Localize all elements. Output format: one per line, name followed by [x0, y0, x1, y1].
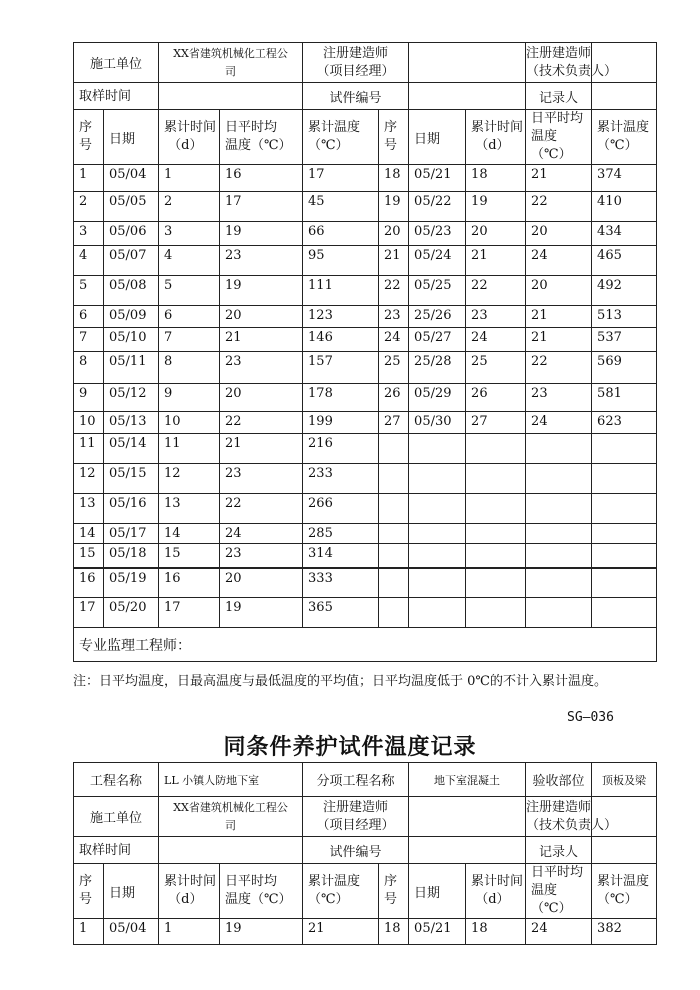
document-number: SG—036 [567, 710, 614, 725]
page-title: 同条件养护试件温度记录 [223, 734, 477, 760]
header-cum-temp: 累计温度 （℃） [592, 110, 657, 165]
cell-avg-temp: 21 [526, 165, 592, 192]
cell-date [409, 494, 466, 524]
cell-date [409, 464, 466, 494]
cell-date: 05/04 [104, 919, 159, 945]
header-avg-temp: 日平时均 温度（℃） [220, 110, 303, 165]
header-avg-temp: 日平时均 温度（℃） [526, 864, 592, 919]
header-seq: 序 号 [379, 864, 409, 919]
sampling-label: 取样时间 [74, 83, 159, 110]
table-row [74, 544, 657, 568]
specimen-value[interactable] [409, 83, 526, 110]
cell-date: 05/24 [409, 246, 466, 276]
cell-cum-time: 26 [466, 384, 526, 412]
pm-label: 注册建造师 （项目经理） [303, 43, 409, 83]
header-date: 日期 [104, 864, 159, 919]
cell-avg-temp: 21 [526, 328, 592, 352]
cell-cum-time: 3 [159, 222, 220, 246]
cell-date: 05/10 [104, 328, 159, 352]
table-row [74, 306, 657, 328]
table-row [74, 328, 657, 352]
cell-cum-temp [592, 598, 657, 628]
cell-avg-temp [526, 598, 592, 628]
header-cum-temp: 累计温度 （℃） [303, 864, 379, 919]
cell-seq: 21 [379, 246, 409, 276]
specimen-label: 试件编号 [303, 837, 409, 864]
cell-cum-temp: 314 [303, 544, 379, 568]
cell-cum-temp: 365 [303, 598, 379, 628]
cell-seq: 15 [74, 544, 104, 568]
table-row [74, 192, 657, 222]
cell-cum-temp: 569 [592, 352, 657, 384]
cell-cum-temp: 45 [303, 192, 379, 222]
unit-label: 施工单位 [74, 43, 159, 83]
cell-seq: 24 [379, 328, 409, 352]
cell-cum-temp: 623 [592, 412, 657, 434]
footnote: 注：日平均温度，日最高温度与最低温度的平均值；日平均温度低于 0℃的不计入累计温度。 [73, 674, 607, 689]
cell-cum-time: 4 [159, 246, 220, 276]
header-seq: 序 号 [74, 110, 104, 165]
cell-cum-temp: 434 [592, 222, 657, 246]
cell-cum-temp: 233 [303, 464, 379, 494]
cell-seq: 26 [379, 384, 409, 412]
specimen-value[interactable] [409, 837, 526, 864]
table-row [74, 276, 657, 306]
cell-seq: 25 [379, 352, 409, 384]
cell-avg-temp [526, 434, 592, 464]
cell-avg-temp: 19 [220, 222, 303, 246]
cell-avg-temp: 16 [220, 165, 303, 192]
cell-cum-time: 22 [466, 276, 526, 306]
table-row [74, 919, 657, 945]
cell-date: 05/04 [104, 165, 159, 192]
cell-seq: 3 [74, 222, 104, 246]
cell-seq [379, 494, 409, 524]
cell-cum-temp: 374 [592, 165, 657, 192]
cell-cum-temp [592, 524, 657, 544]
cell-date: 05/21 [409, 165, 466, 192]
table-row [74, 384, 657, 412]
project-label: 工程名称 [74, 763, 159, 797]
cell-seq: 27 [379, 412, 409, 434]
cell-avg-temp: 24 [526, 919, 592, 945]
acceptance-label: 验收部位 [526, 763, 592, 797]
table-2-body [74, 919, 657, 945]
tech-label: 注册建造师 （技术负责人） [526, 43, 592, 83]
cell-seq: 23 [379, 306, 409, 328]
header-cum-time: 累计时间 （d） [159, 110, 220, 165]
cell-cum-time: 21 [466, 246, 526, 276]
cell-cum-time: 20 [466, 222, 526, 246]
sampling-label: 取样时间 [74, 837, 159, 864]
table-row [74, 165, 657, 192]
cell-date: 05/05 [104, 192, 159, 222]
header-date: 日期 [409, 110, 466, 165]
cell-avg-temp: 24 [526, 412, 592, 434]
cell-cum-time: 24 [466, 328, 526, 352]
cell-seq: 5 [74, 276, 104, 306]
cell-cum-temp: 146 [303, 328, 379, 352]
cell-date: 05/30 [409, 412, 466, 434]
cell-avg-temp: 22 [220, 412, 303, 434]
recorder-label: 记录人 [526, 83, 592, 110]
cell-date: 05/14 [104, 434, 159, 464]
cell-seq: 8 [74, 352, 104, 384]
cell-avg-temp: 20 [526, 276, 592, 306]
cell-cum-time: 7 [159, 328, 220, 352]
sampling-value[interactable] [159, 83, 303, 110]
table-row [74, 352, 657, 384]
table-row [74, 524, 657, 544]
cell-cum-temp: 66 [303, 222, 379, 246]
cell-date: 25/26 [409, 306, 466, 328]
cell-date: 05/29 [409, 384, 466, 412]
cell-seq [379, 544, 409, 568]
specimen-label: 试件编号 [303, 83, 409, 110]
cell-date [409, 434, 466, 464]
cell-date: 05/11 [104, 352, 159, 384]
cell-avg-temp: 22 [220, 494, 303, 524]
table-row [74, 412, 657, 434]
cell-cum-temp: 199 [303, 412, 379, 434]
recorder-value[interactable] [592, 837, 657, 864]
cell-seq: 17 [74, 598, 104, 628]
acceptance-value: 顶板及梁 [592, 763, 657, 797]
cell-seq: 19 [379, 192, 409, 222]
cell-cum-time: 1 [159, 165, 220, 192]
supervisor-signature: 专业监理工程师： [74, 628, 657, 662]
cell-cum-time: 13 [159, 494, 220, 524]
pm-value[interactable] [409, 43, 526, 83]
project-value: LL 小镇人防地下室 [159, 763, 303, 797]
cell-avg-temp: 23 [526, 384, 592, 412]
cell-avg-temp: 20 [220, 306, 303, 328]
cell-cum-temp: 513 [592, 306, 657, 328]
cell-date [409, 598, 466, 628]
cell-seq: 14 [74, 524, 104, 544]
header-seq: 序 号 [74, 864, 104, 919]
cell-avg-temp: 23 [220, 352, 303, 384]
cell-cum-time: 1 [159, 919, 220, 945]
cell-cum-time: 18 [466, 919, 526, 945]
tech-label: 注册建造师 （技术负责人） [526, 797, 592, 837]
cell-seq: 9 [74, 384, 104, 412]
cell-cum-time: 23 [466, 306, 526, 328]
cell-avg-temp: 19 [220, 276, 303, 306]
cell-seq: 2 [74, 192, 104, 222]
cell-seq: 13 [74, 494, 104, 524]
table-1-body [74, 165, 657, 628]
cell-avg-temp: 22 [526, 352, 592, 384]
cell-cum-temp: 123 [303, 306, 379, 328]
temperature-table-2 [73, 762, 657, 945]
cell-date: 05/22 [409, 192, 466, 222]
cell-cum-time: 6 [159, 306, 220, 328]
cell-seq: 20 [379, 222, 409, 246]
cell-cum-time: 25 [466, 352, 526, 384]
cell-avg-temp: 19 [220, 598, 303, 628]
cell-cum-temp: 157 [303, 352, 379, 384]
cell-cum-time [466, 598, 526, 628]
cell-avg-temp [526, 544, 592, 568]
header-date: 日期 [104, 110, 159, 165]
cell-cum-time: 19 [466, 192, 526, 222]
sub-project-value: 地下室混凝土 [409, 763, 526, 797]
cell-cum-time: 17 [159, 598, 220, 628]
cell-date: 05/12 [104, 384, 159, 412]
cell-seq [379, 568, 409, 598]
cell-avg-temp: 22 [526, 192, 592, 222]
table-row [74, 246, 657, 276]
cell-cum-temp: 285 [303, 524, 379, 544]
cell-date: 05/19 [104, 568, 159, 598]
cell-cum-time: 18 [466, 165, 526, 192]
cell-date: 05/15 [104, 464, 159, 494]
cell-avg-temp: 23 [220, 246, 303, 276]
cell-cum-temp [592, 464, 657, 494]
cell-seq: 18 [379, 919, 409, 945]
header-avg-temp: 日平时均 温度（℃） [220, 864, 303, 919]
cell-cum-temp: 581 [592, 384, 657, 412]
cell-cum-temp: 178 [303, 384, 379, 412]
cell-date [409, 524, 466, 544]
header-row [74, 864, 657, 919]
cell-avg-temp: 21 [526, 306, 592, 328]
cell-cum-time [466, 434, 526, 464]
cell-cum-time [466, 568, 526, 598]
cell-cum-temp: 21 [303, 919, 379, 945]
unit-label: 施工单位 [74, 797, 159, 837]
cell-avg-temp: 23 [220, 464, 303, 494]
cell-cum-time [466, 464, 526, 494]
cell-cum-time: 14 [159, 524, 220, 544]
cell-avg-temp: 24 [526, 246, 592, 276]
cell-cum-temp [592, 568, 657, 598]
cell-avg-temp [526, 568, 592, 598]
cell-cum-temp: 537 [592, 328, 657, 352]
cell-cum-temp: 333 [303, 568, 379, 598]
table-row [74, 464, 657, 494]
table-row [74, 494, 657, 524]
cell-cum-time: 2 [159, 192, 220, 222]
cell-date: 25/28 [409, 352, 466, 384]
cell-cum-temp: 95 [303, 246, 379, 276]
cell-avg-temp: 19 [220, 919, 303, 945]
cell-cum-temp [592, 434, 657, 464]
cell-avg-temp: 20 [526, 222, 592, 246]
cell-date: 05/06 [104, 222, 159, 246]
cell-avg-temp [526, 494, 592, 524]
header-date: 日期 [409, 864, 466, 919]
cell-cum-temp: 465 [592, 246, 657, 276]
cell-avg-temp: 17 [220, 192, 303, 222]
header-cum-temp: 累计温度 （℃） [592, 864, 657, 919]
cell-date: 05/17 [104, 524, 159, 544]
cell-seq: 22 [379, 276, 409, 306]
cell-seq: 6 [74, 306, 104, 328]
cell-seq: 12 [74, 464, 104, 494]
cell-cum-temp: 492 [592, 276, 657, 306]
cell-cum-time: 8 [159, 352, 220, 384]
cell-cum-time: 27 [466, 412, 526, 434]
cell-seq: 18 [379, 165, 409, 192]
header-cum-time: 累计时间 （d） [466, 110, 526, 165]
cell-date: 05/07 [104, 246, 159, 276]
header-row [74, 110, 657, 165]
cell-cum-time: 10 [159, 412, 220, 434]
cell-seq: 4 [74, 246, 104, 276]
cell-seq [379, 434, 409, 464]
cell-avg-temp: 20 [220, 384, 303, 412]
cell-cum-time: 16 [159, 568, 220, 598]
cell-date: 05/27 [409, 328, 466, 352]
table-row [74, 568, 657, 598]
cell-seq [379, 524, 409, 544]
header-avg-temp: 日平时均 温度（℃） [526, 110, 592, 165]
cell-seq: 11 [74, 434, 104, 464]
pm-value[interactable] [409, 797, 526, 837]
cell-date: 05/21 [409, 919, 466, 945]
cell-cum-temp: 266 [303, 494, 379, 524]
cell-cum-temp [592, 494, 657, 524]
cell-avg-temp: 24 [220, 524, 303, 544]
cell-cum-time [466, 544, 526, 568]
cell-cum-time [466, 494, 526, 524]
cell-cum-time: 11 [159, 434, 220, 464]
cell-avg-temp: 23 [220, 544, 303, 568]
table-row [74, 434, 657, 464]
cell-cum-temp: 216 [303, 434, 379, 464]
cell-date [409, 568, 466, 598]
cell-avg-temp: 21 [220, 328, 303, 352]
header-cum-time: 累计时间 （d） [466, 864, 526, 919]
cell-avg-temp [526, 524, 592, 544]
cell-date: 05/18 [104, 544, 159, 568]
cell-seq: 1 [74, 165, 104, 192]
unit-value: XX省建筑机械化工程公 司 [159, 797, 303, 837]
cell-avg-temp: 20 [220, 568, 303, 598]
cell-cum-time: 15 [159, 544, 220, 568]
cell-cum-temp: 17 [303, 165, 379, 192]
cell-avg-temp: 21 [220, 434, 303, 464]
cell-seq [379, 464, 409, 494]
cell-seq [379, 598, 409, 628]
cell-seq: 10 [74, 412, 104, 434]
table-row [74, 598, 657, 628]
cell-date: 05/20 [104, 598, 159, 628]
header-seq: 序 号 [379, 110, 409, 165]
cell-date: 05/13 [104, 412, 159, 434]
sub-project-label: 分项工程名称 [303, 763, 409, 797]
cell-date: 05/25 [409, 276, 466, 306]
cell-date: 05/08 [104, 276, 159, 306]
cell-cum-time: 12 [159, 464, 220, 494]
temperature-table-1 [73, 42, 657, 662]
cell-cum-temp: 382 [592, 919, 657, 945]
cell-cum-time: 9 [159, 384, 220, 412]
cell-seq: 16 [74, 568, 104, 598]
cell-cum-temp [592, 544, 657, 568]
cell-seq: 7 [74, 328, 104, 352]
cell-cum-temp: 410 [592, 192, 657, 222]
cell-cum-time [466, 524, 526, 544]
cell-seq: 1 [74, 919, 104, 945]
recorder-value[interactable] [592, 83, 657, 110]
cell-date [409, 544, 466, 568]
cell-cum-time: 5 [159, 276, 220, 306]
cell-date: 05/09 [104, 306, 159, 328]
table-row [74, 222, 657, 246]
cell-avg-temp [526, 464, 592, 494]
header-cum-temp: 累计温度 （℃） [303, 110, 379, 165]
recorder-label: 记录人 [526, 837, 592, 864]
cell-cum-temp: 111 [303, 276, 379, 306]
unit-value: XX省建筑机械化工程公 司 [159, 43, 303, 83]
cell-date: 05/23 [409, 222, 466, 246]
header-cum-time: 累计时间 （d） [159, 864, 220, 919]
cell-date: 05/16 [104, 494, 159, 524]
pm-label: 注册建造师 （项目经理） [303, 797, 409, 837]
sampling-value[interactable] [159, 837, 303, 864]
